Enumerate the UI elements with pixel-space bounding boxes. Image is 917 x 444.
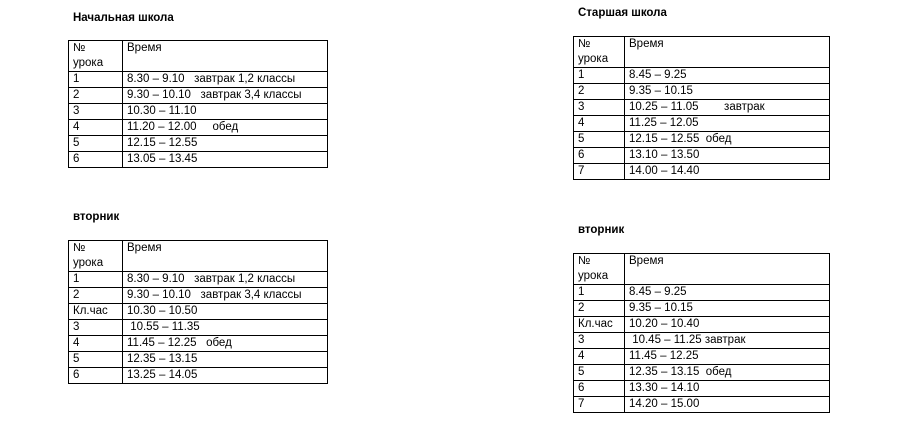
table-row [574, 148, 830, 164]
time-header: Время [625, 254, 830, 285]
table-header-row [69, 241, 328, 272]
lesson-number-header: № урока [69, 241, 123, 272]
lesson-number-cell: 5 [574, 365, 625, 381]
lesson-number-cell: 3 [574, 333, 625, 349]
lesson-time-cell: 10.55 – 11.35 [123, 320, 328, 336]
lesson-time-cell: 11.20 – 12.00 обед [123, 120, 328, 136]
lesson-time-cell: 9.35 – 10.15 [625, 301, 830, 317]
lesson-number-header: № урока [69, 41, 123, 72]
table-row [69, 336, 328, 352]
lesson-number-cell: 2 [69, 288, 123, 304]
primary-school-title: Начальная школа [73, 12, 174, 24]
lesson-number-cell: 5 [69, 136, 123, 152]
lesson-time-cell: 10.30 – 10.50 [123, 304, 328, 320]
lesson-number-cell: 4 [574, 349, 625, 365]
senior-school-title: Старшая школа [578, 7, 667, 19]
table-row [69, 288, 328, 304]
table-row [574, 164, 830, 180]
time-header: Время [123, 41, 328, 72]
lesson-number-cell: 6 [574, 148, 625, 164]
lesson-number-cell: 7 [574, 397, 625, 413]
lesson-number-cell: 2 [574, 84, 625, 100]
lesson-time-cell: 13.25 – 14.05 [123, 368, 328, 384]
table-header-row [574, 37, 830, 68]
table-row [574, 132, 830, 148]
table-row [574, 116, 830, 132]
table-row [69, 72, 328, 88]
lesson-number-header: № урока [574, 37, 625, 68]
lesson-time-cell: 8.45 – 9.25 [625, 285, 830, 301]
table-row [574, 333, 830, 349]
table-row [69, 120, 328, 136]
lesson-time-cell: 14.00 – 14.40 [625, 164, 830, 180]
lesson-time-cell: 8.30 – 9.10 завтрак 1,2 классы [123, 272, 328, 288]
lesson-time-cell: 13.10 – 13.50 [625, 148, 830, 164]
lesson-number-cell: 1 [69, 72, 123, 88]
table-row [69, 320, 328, 336]
table-row [574, 317, 830, 333]
lesson-time-cell: 12.35 – 13.15 [123, 352, 328, 368]
time-header: Время [123, 241, 328, 272]
time-header: Время [625, 37, 830, 68]
senior-monday-table [573, 36, 830, 180]
table-row [574, 349, 830, 365]
table-row [69, 152, 328, 168]
lesson-number-cell: Кл.час [574, 317, 625, 333]
lesson-time-cell: 10.20 – 10.40 [625, 317, 830, 333]
lesson-time-cell: 8.30 – 9.10 завтрак 1,2 классы [123, 72, 328, 88]
lesson-number-cell: 6 [69, 152, 123, 168]
table-row [69, 272, 328, 288]
lesson-number-cell: 4 [69, 336, 123, 352]
lesson-time-cell: 11.25 – 12.05 [625, 116, 830, 132]
lesson-number-cell: 1 [574, 285, 625, 301]
lesson-number-cell: 4 [574, 116, 625, 132]
table-row [69, 304, 328, 320]
lesson-time-cell: 13.30 – 14.10 [625, 381, 830, 397]
lesson-number-cell: 7 [574, 164, 625, 180]
lesson-time-cell: 11.45 – 12.25 [625, 349, 830, 365]
table-row [69, 88, 328, 104]
lesson-number-cell: 6 [574, 381, 625, 397]
table-row [574, 301, 830, 317]
lesson-time-cell: 12.15 – 12.55 [123, 136, 328, 152]
table-row [574, 68, 830, 84]
lesson-time-cell: 9.35 – 10.15 [625, 84, 830, 100]
lesson-number-cell: 2 [574, 301, 625, 317]
primary-tuesday-title: вторник [73, 211, 120, 223]
table-row [574, 365, 830, 381]
lesson-number-cell: 3 [69, 320, 123, 336]
lesson-time-cell: 14.20 – 15.00 [625, 397, 830, 413]
table-row [574, 381, 830, 397]
lesson-number-header: № урока [574, 254, 625, 285]
lesson-number-cell: 4 [69, 120, 123, 136]
lesson-number-cell: 5 [574, 132, 625, 148]
lesson-time-cell: 8.45 – 9.25 [625, 68, 830, 84]
lesson-number-cell: 5 [69, 352, 123, 368]
senior-tuesday-title: вторник [578, 224, 625, 236]
table-row [574, 84, 830, 100]
table-row [574, 285, 830, 301]
table-header-row [574, 254, 830, 285]
table-row [69, 368, 328, 384]
lesson-number-cell: 3 [574, 100, 625, 116]
lesson-number-cell: 3 [69, 104, 123, 120]
table-row [574, 397, 830, 413]
lesson-number-cell: Кл.час [69, 304, 123, 320]
table-row [69, 104, 328, 120]
lesson-time-cell: 11.45 – 12.25 обед [123, 336, 328, 352]
lesson-number-cell: 6 [69, 368, 123, 384]
lesson-time-cell: 9.30 – 10.10 завтрак 3,4 классы [123, 288, 328, 304]
table-row [69, 136, 328, 152]
lesson-time-cell: 10.45 – 11.25 завтрак [625, 333, 830, 349]
lesson-number-cell: 1 [69, 272, 123, 288]
lesson-time-cell: 12.15 – 12.55 обед [625, 132, 830, 148]
lesson-time-cell: 9.30 – 10.10 завтрак 3,4 классы [123, 88, 328, 104]
table-header-row [69, 41, 328, 72]
senior-tuesday-table [573, 253, 830, 413]
table-row [574, 100, 830, 116]
lesson-time-cell: 12.35 – 13.15 обед [625, 365, 830, 381]
primary-monday-table [68, 40, 328, 168]
lesson-time-cell: 13.05 – 13.45 [123, 152, 328, 168]
table-row [69, 352, 328, 368]
lesson-number-cell: 1 [574, 68, 625, 84]
primary-tuesday-table [68, 240, 328, 384]
lesson-number-cell: 2 [69, 88, 123, 104]
lesson-time-cell: 10.25 – 11.05 завтрак [625, 100, 830, 116]
lesson-time-cell: 10.30 – 11.10 [123, 104, 328, 120]
